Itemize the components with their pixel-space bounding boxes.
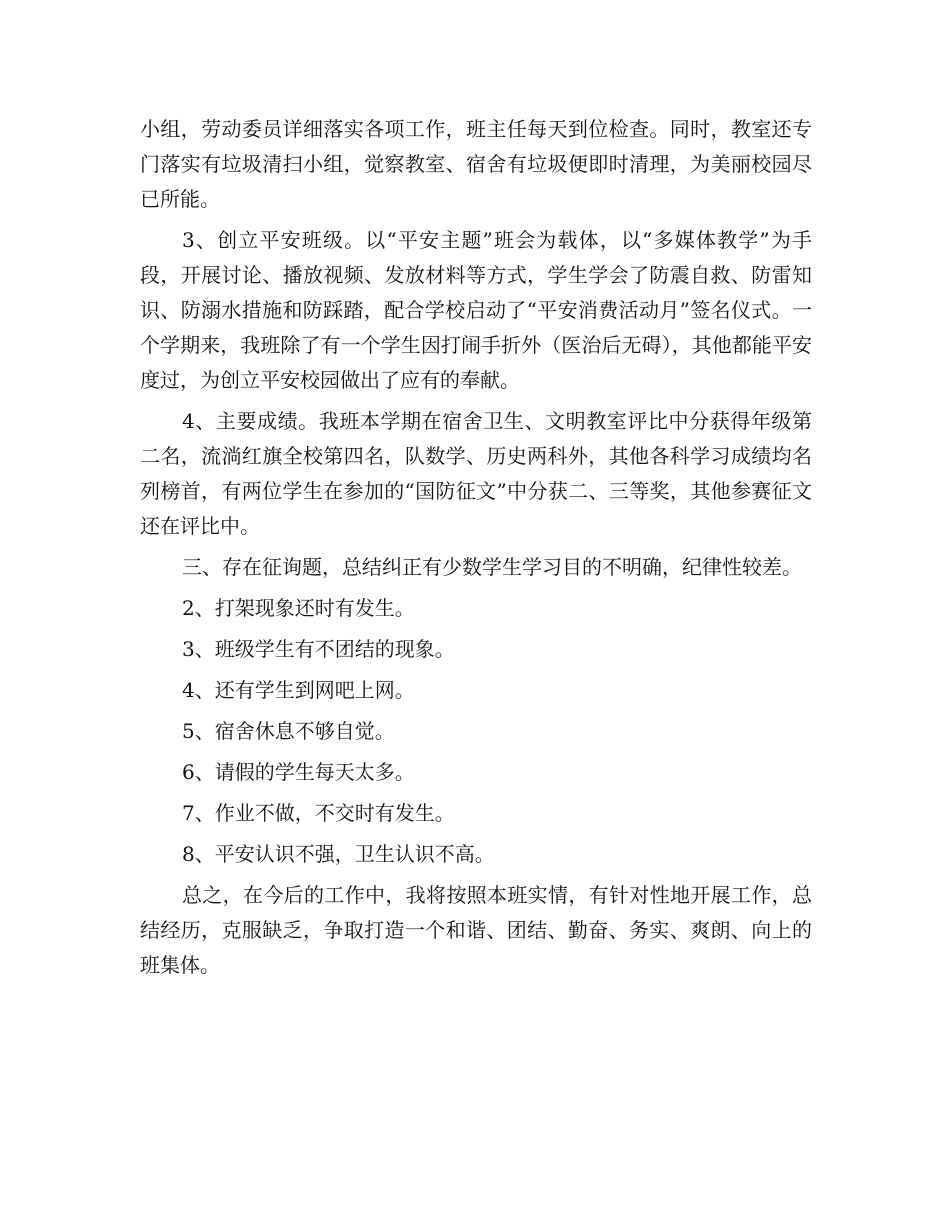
document-body bbox=[140, 112, 812, 989]
paragraph-item-7: 7、作业不做，不交时有发生。 bbox=[182, 801, 455, 825]
paragraph-main-achievements: 4、主要成绩。我班本学期在宿舍卫生、文明教室评比中分获得年级第二名，流淌红旗全校第四名，队数学、历史两科外，其他各科学习成绩均名列榜首，有两位学生在参加的“国防征文”中分获二、三等奖，其他参赛征文还在评比中。 bbox=[140, 409, 812, 538]
paragraph-item-5: 5、宿舍休息不够自觉。 bbox=[182, 719, 395, 743]
paragraph-item-8: 8、平安认识不强，卫生认识不高。 bbox=[182, 842, 495, 866]
paragraph-safe-class: 3、创立平安班级。以“平安主题”班会为载体，以“多媒体教学”为手段，开展讨论、播放视频、发放材料等方式，学生学会了防震自救、防雷知识、防溺水措施和防踩踏，配合学校启动了“平安消费活动月”签名仪式。一个学期来，我班除了有一个学生因打闹手折外（医治后无碍），其他都能平安度过，为创立平安校园做出了应有的奉献。 bbox=[140, 228, 812, 392]
paragraph-item-4: 4、还有学生到网吧上网。 bbox=[182, 678, 415, 702]
paragraph-conclusion: 总之，在今后的工作中，我将按照本班实情，有针对性地开展工作，总结经历，克服缺乏，争取打造一个和谐、团结、勤奋、务实、爽朗、向上的班集体。 bbox=[140, 883, 812, 977]
paragraph-item-3: 3、班级学生有不团结的现象。 bbox=[182, 637, 455, 661]
paragraph-continuation: 小组，劳动委员详细落实各项工作，班主任每天到位检查。同时，教室还专门落实有垃圾清扫小组，觉察教室、宿舍有垃圾便即时清理，为美丽校园尽已所能。 bbox=[140, 117, 812, 211]
paragraph-item-2: 2、打架现象还时有发生。 bbox=[182, 596, 415, 620]
paragraph-item-6: 6、请假的学生每天太多。 bbox=[182, 760, 415, 784]
paragraph-existing-problems: 三、存在征询题，总结纠正有少数学生学习目的不明确，纪律性较差。 bbox=[182, 555, 802, 579]
